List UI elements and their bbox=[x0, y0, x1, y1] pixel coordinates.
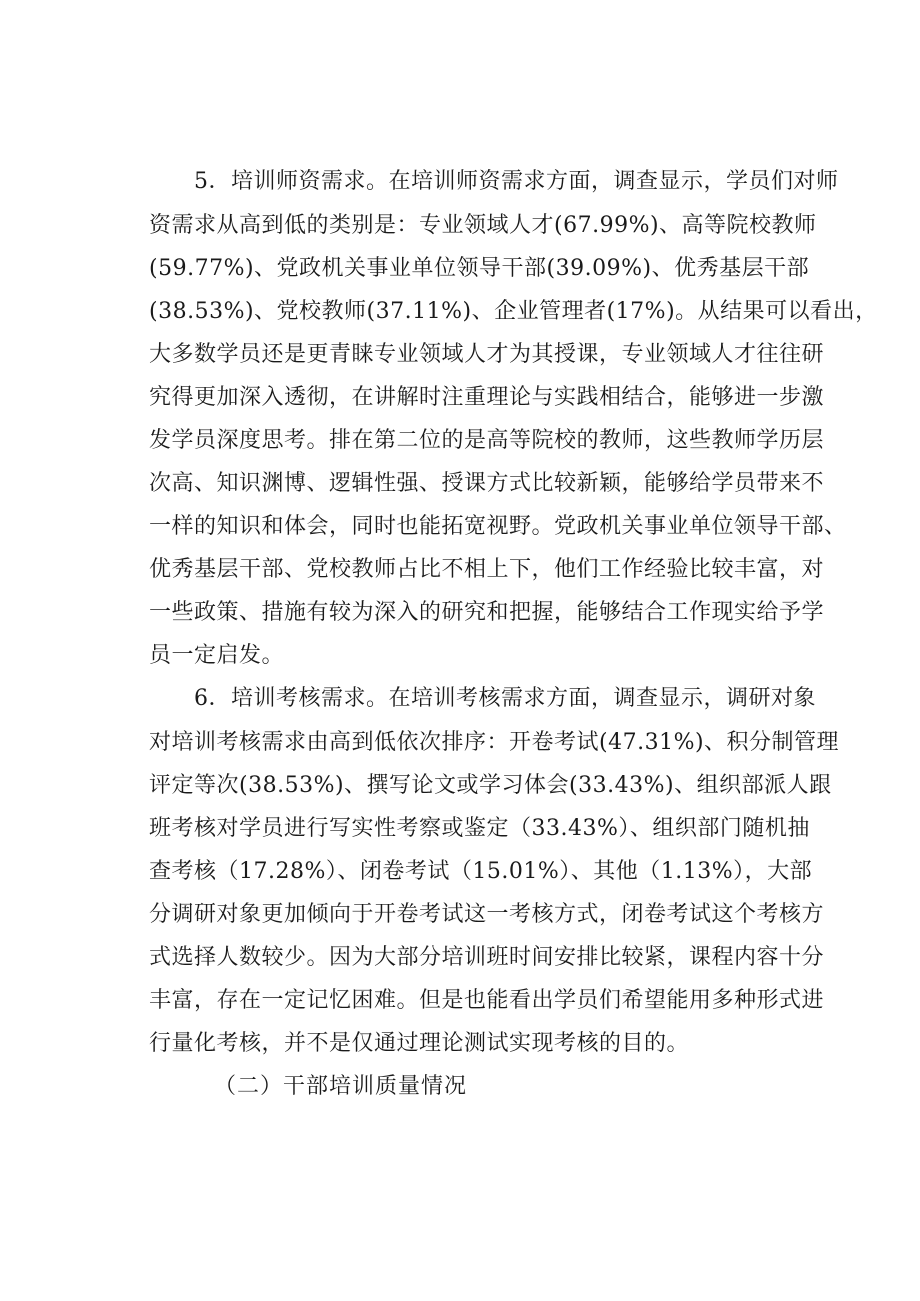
paragraph-line: 员一定启发。 bbox=[149, 643, 285, 668]
paragraph-line: 次高、知识渊博、逻辑性强、授课方式比较新颖，能够给学员带来不 bbox=[149, 471, 825, 496]
paragraph-line: 查考核（17.28%）、闭卷考试（15.01%）、其他（1.13%），大部 bbox=[149, 859, 813, 884]
paragraph-line: 行量化考核，并不是仅通过理论测试实现考核的目的。 bbox=[149, 1031, 690, 1056]
paragraph-line: 式选择人数较少。因为大部分培训班时间安排比较紧，课程内容十分 bbox=[149, 945, 825, 970]
paragraph-line: 5．培训师资需求。在培训师资需求方面，调查显示，学员们对师 bbox=[194, 169, 839, 194]
paragraph-line: 评定等次(38.53%)、撰写论文或学习体会(33.43%)、组织部派人跟 bbox=[149, 773, 832, 798]
paragraph-line: 优秀基层干部、党校教师占比不相上下，他们工作经验比较丰富，对 bbox=[149, 557, 825, 582]
paragraph-line: 一样的知识和体会，同时也能拓宽视野。党政机关事业单位领导干部、 bbox=[149, 514, 847, 539]
paragraph-line: 班考核对学员进行写实性考察或鉴定（33.43%）、组织部门随机抽 bbox=[149, 816, 810, 841]
section-heading: （二）干部培训质量情况 bbox=[214, 1074, 468, 1099]
paragraph-line: 对培训考核需求由高到低依次排序：开卷考试(47.31%)、积分制管理 bbox=[149, 730, 840, 755]
paragraph-line: 6．培训考核需求。在培训考核需求方面，调查显示，调研对象 bbox=[194, 686, 816, 711]
paragraph-line: 究得更加深入透彻，在讲解时注重理论与实践相结合，能够进一步激 bbox=[149, 385, 825, 410]
paragraph-line: (38.53%)、党校教师(37.11%)、企业管理者(17%)。从结果可以看出， bbox=[149, 299, 878, 324]
paragraph-line: 丰富，存在一定记忆困难。但是也能看出学员们希望能用多种形式进 bbox=[149, 988, 825, 1013]
paragraph-line: (59.77%)、党政机关事业单位领导干部(39.09%)、优秀基层干部 bbox=[149, 256, 810, 281]
paragraph-line: 分调研对象更加倾向于开卷考试这一考核方式，闭卷考试这个考核方 bbox=[149, 902, 825, 927]
paragraph-line: 资需求从高到低的类别是：专业领域人才(67.99%)、高等院校教师 bbox=[149, 213, 817, 238]
paragraph-line: 一些政策、措施有较为深入的研究和把握，能够结合工作现实给予学 bbox=[149, 600, 825, 625]
paragraph-line: 发学员深度思考。排在第二位的是高等院校的教师，这些教师学历层 bbox=[149, 428, 825, 453]
paragraph-line: 大多数学员还是更青睐专业领域人才为其授课，专业领域人才往往研 bbox=[149, 342, 825, 367]
